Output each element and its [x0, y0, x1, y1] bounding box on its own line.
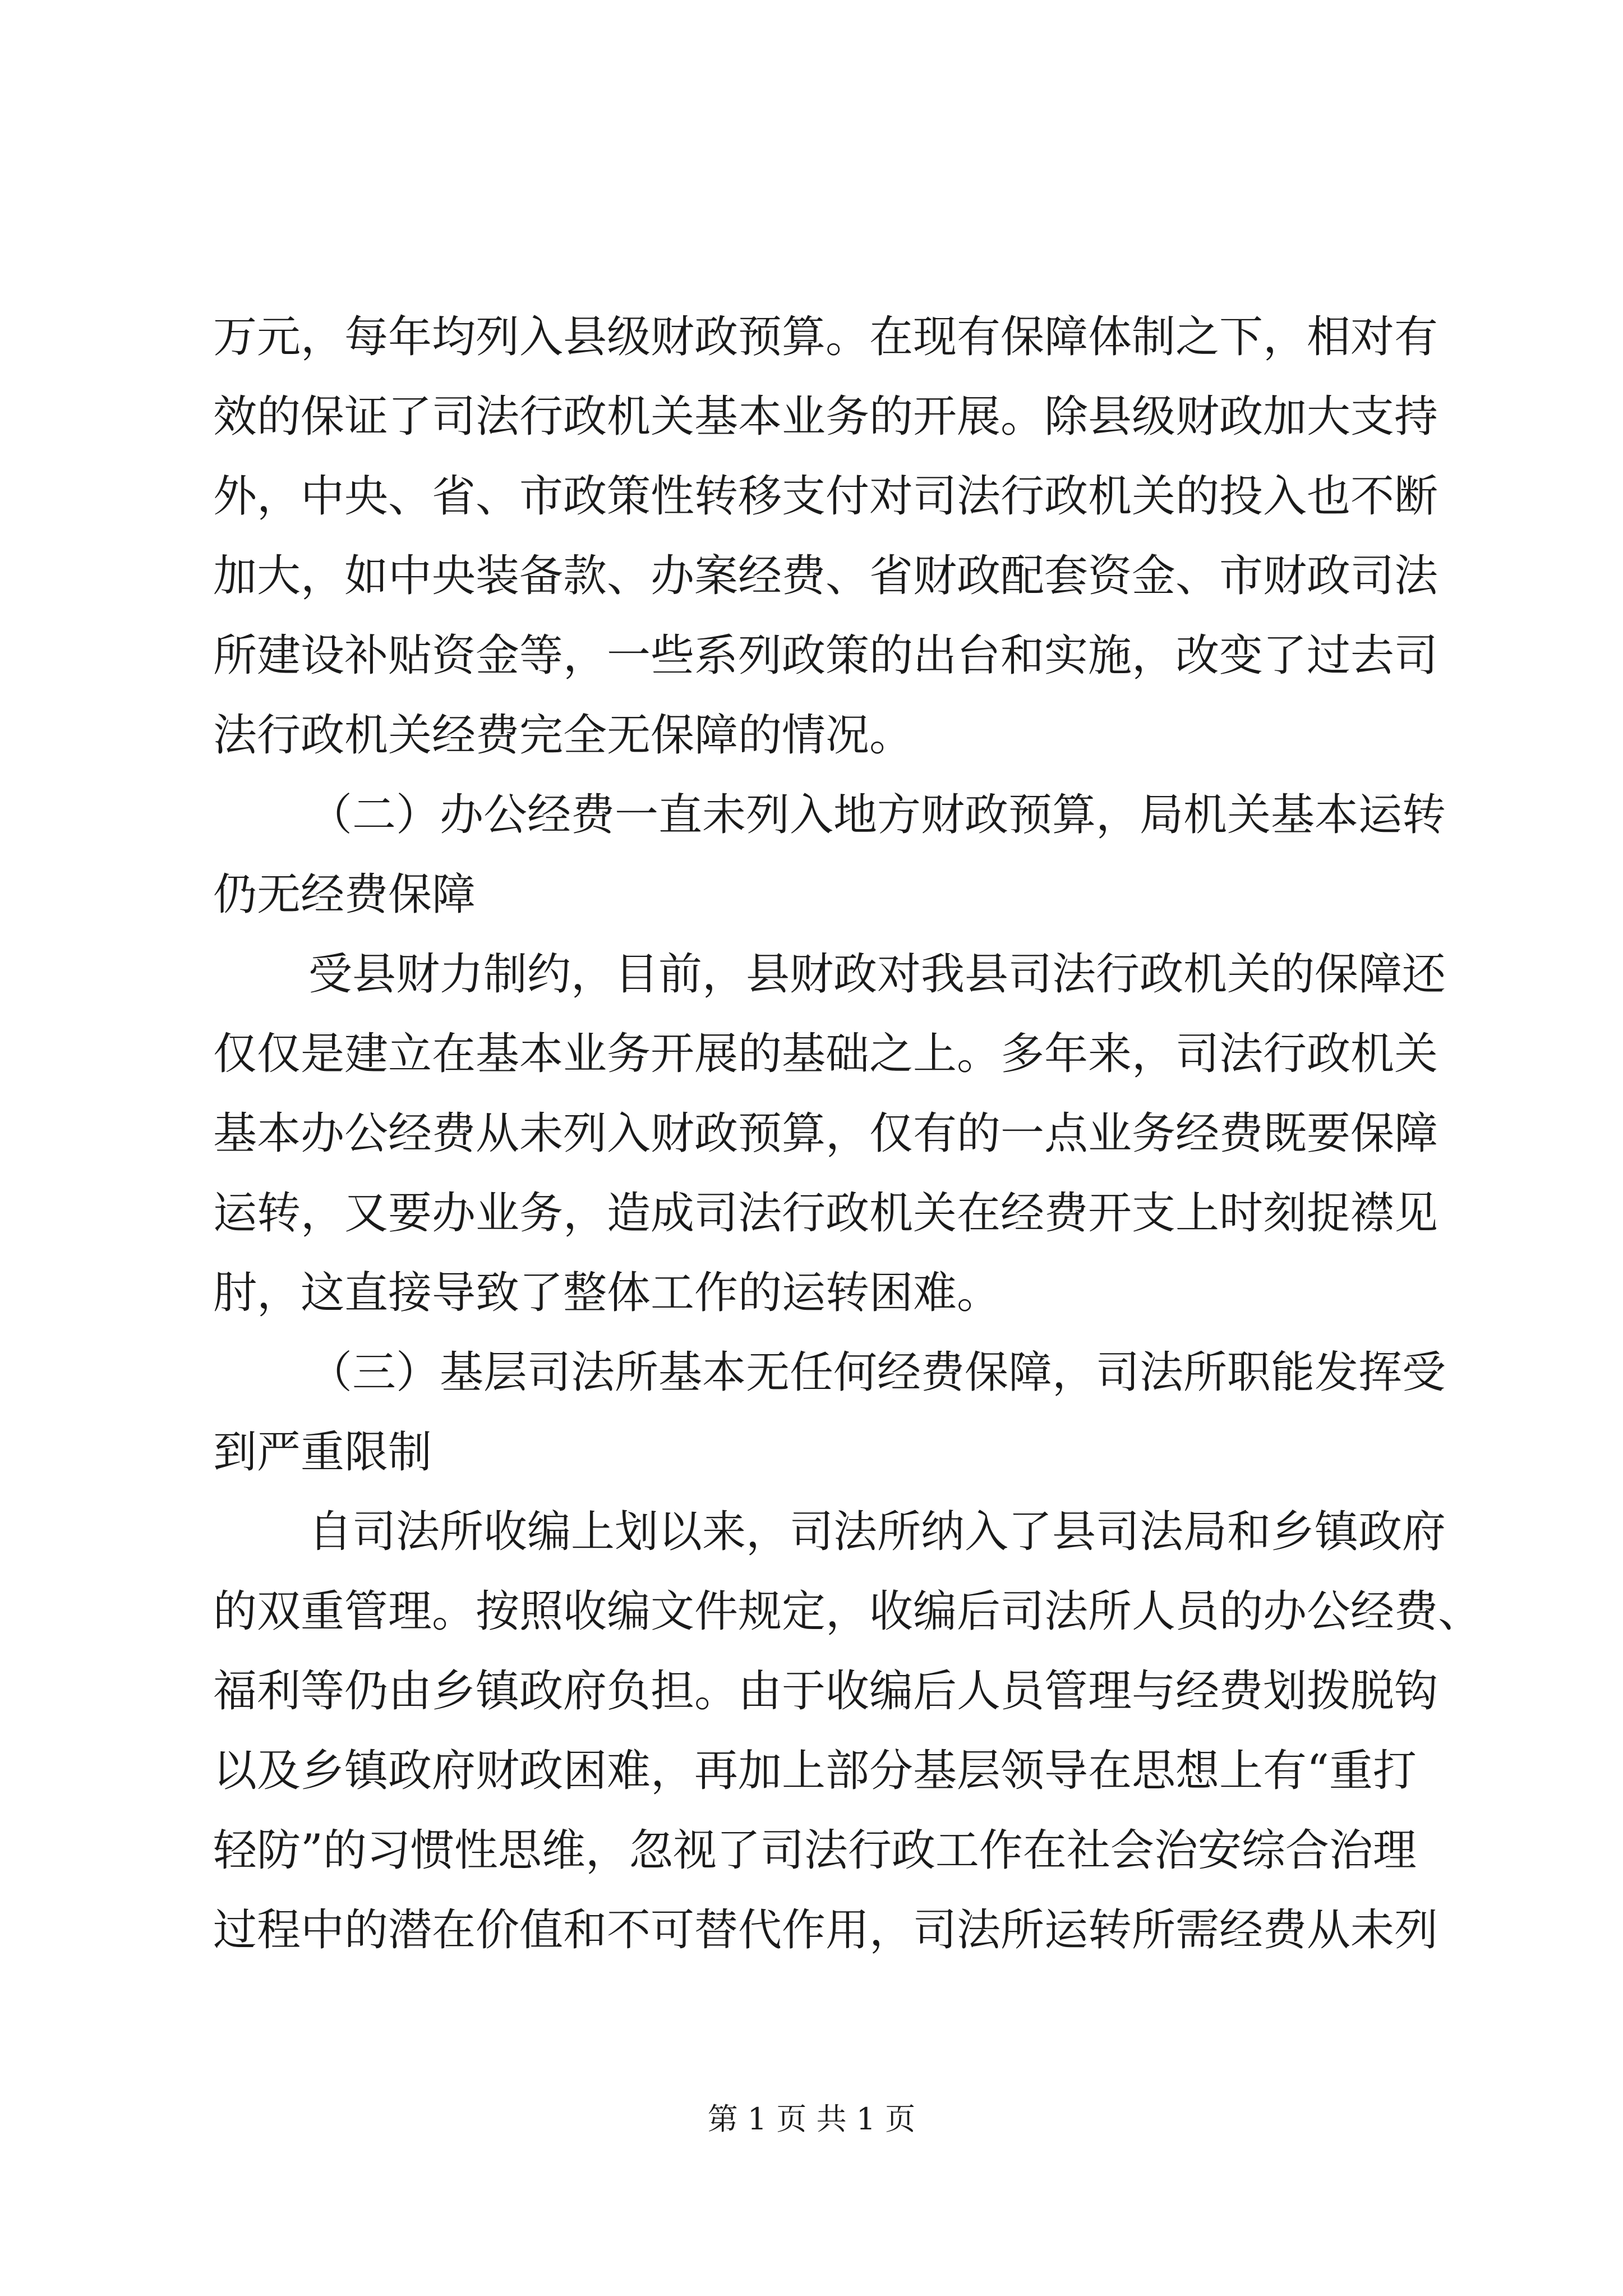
text-line: 效的保证了司法行政机关基本业务的开展。除县级财政加大支持 [213, 392, 1438, 442]
document-body [213, 297, 1482, 1970]
text-line: 法行政机关经费完全无保障的情况。 [213, 710, 914, 761]
section-heading-line: （三）基层司法所基本无任何经费保障，司法所职能发挥受 [308, 1347, 1446, 1398]
text-line: 受县财力制约，目前，县财政对我县司法行政机关的保障还 [308, 949, 1446, 1000]
text-line: 轻防”的习惯性思维，忽视了司法行政工作在社会治安综合治理 [213, 1825, 1417, 1876]
text-line: 所建设补贴资金等，一些系列政策的出台和实施，改变了过去司 [213, 631, 1438, 681]
section-heading-line: （二）办公经费一直未列入地方财政预算，局机关基本运转 [308, 790, 1446, 840]
text-line: 加大，如中央装备款、办案经费、省财政配套资金、市财政司法 [213, 551, 1438, 601]
text-line: 过程中的潜在价值和不可替代作用，司法所运转所需经费从未列 [213, 1905, 1438, 1955]
page-footer [0, 2097, 1623, 2142]
text-line: 的双重管理。按照收编文件规定，收编后司法所人员的办公经费、 [213, 1586, 1482, 1637]
text-line: 万元，每年均列入县级财政预算。在现有保障体制之下，相对有 [213, 312, 1438, 362]
text-line: 自司法所收编上划以来，司法所纳入了县司法局和乡镇政府 [308, 1507, 1446, 1557]
text-line: 仅仅是建立在基本业务开展的基础之上。多年来，司法行政机关 [213, 1029, 1438, 1079]
text-line: 基本办公经费从未列入财政预算，仅有的一点业务经费既要保障 [213, 1108, 1438, 1159]
section-heading-line: 仍无经费保障 [213, 869, 476, 920]
section-heading-line: 到严重限制 [213, 1427, 432, 1478]
text-line: 运转，又要办业务，造成司法行政机关在经费开支上时刻捉襟见 [213, 1188, 1438, 1239]
text-line: 福利等仍由乡镇政府负担。由于收编后人员管理与经费划拨脱钩 [213, 1666, 1438, 1717]
page-number-label: 第 1 页 共 1 页 [707, 2101, 916, 2137]
text-line: 肘，这直接导致了整体工作的运转困难。 [213, 1268, 1001, 1318]
text-line: 外，中央、省、市政策性转移支付对司法行政机关的投入也不断 [213, 471, 1438, 522]
text-line: 以及乡镇政府财政困难，再加上部分基层领导在思想上有“重打 [213, 1746, 1417, 1796]
